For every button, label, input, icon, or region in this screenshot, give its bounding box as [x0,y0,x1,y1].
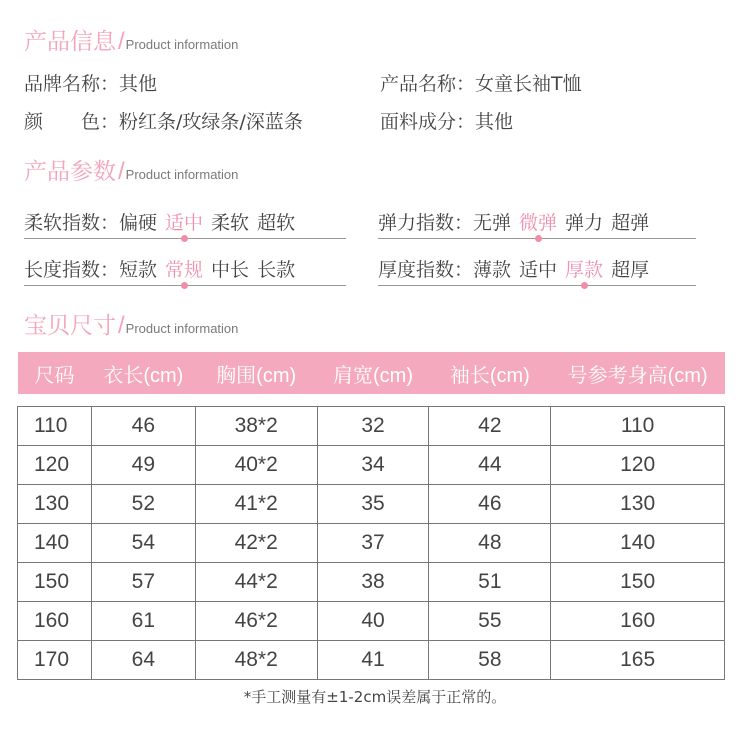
param-option: 超厚 [611,259,650,281]
table-header-cell: 肩宽(cm) [317,352,429,394]
param-option: 柔软 [211,212,250,234]
param-option: 常规 [165,259,204,281]
table-cell: 150 [551,563,725,602]
param-length [24,255,303,295]
param-label: 弹力指数： [378,212,474,234]
table-cell: 41 [317,641,429,680]
table-header-cell: 袖长(cm) [429,352,551,394]
section-slash: / [118,28,125,55]
table-row [18,524,725,563]
table-cell: 120 [551,446,725,485]
param-option: 长款 [257,259,296,281]
table-row [18,641,725,680]
param-option: 超软 [257,212,296,234]
table-cell: 160 [551,602,725,641]
table-row [18,563,725,602]
section-slash: / [118,158,125,185]
brand-label: 品牌名称： [24,73,120,95]
section-header-params [24,158,238,186]
table-cell: 38*2 [195,407,317,446]
table-row [18,407,725,446]
table-header-cell: 尺码 [18,352,92,394]
table-cell: 150 [18,563,92,602]
table-cell: 57 [91,563,195,602]
table-cell: 46*2 [195,602,317,641]
param-option: 薄款 [473,259,512,281]
param-indicator-dot [535,235,542,242]
section-title: 产品参数 [24,159,116,185]
product-name-row [380,69,582,96]
fabric-value: 其他 [475,111,514,133]
brand-value: 其他 [119,73,158,95]
param-options [119,259,303,281]
param-option: 超弹 [611,212,650,234]
table-cell: 58 [429,641,551,680]
table-cell: 32 [317,407,429,446]
section-subtitle: Product information [125,37,239,52]
table-cell: 61 [91,602,195,641]
table-cell: 37 [317,524,429,563]
table-cell: 52 [91,485,195,524]
color-row [24,107,303,134]
product-name-value: 女童长袖T恤 [475,73,582,95]
table-cell: 42*2 [195,524,317,563]
section-title: 宝贝尺寸 [24,313,116,339]
param-option: 偏硬 [119,212,158,234]
table-cell: 48*2 [195,641,317,680]
table-cell: 42 [429,407,551,446]
table-cell: 140 [551,524,725,563]
table-cell: 51 [429,563,551,602]
table-cell: 120 [18,446,92,485]
param-label: 长度指数： [24,259,120,281]
table-cell: 54 [91,524,195,563]
param-option: 厚款 [565,259,604,281]
table-cell: 64 [91,641,195,680]
table-cell: 46 [91,407,195,446]
table-header-cell: 号参考身高(cm) [551,352,725,394]
section-subtitle: Product information [125,167,239,182]
param-option: 弹力 [565,212,604,234]
table-row [18,485,725,524]
param-options [119,212,303,234]
section-subtitle: Product information [125,321,239,336]
section-slash: / [118,312,125,339]
param-option: 短款 [119,259,158,281]
table-cell: 140 [18,524,92,563]
table-cell: 34 [317,446,429,485]
table-cell: 46 [429,485,551,524]
table-cell: 44*2 [195,563,317,602]
table-cell: 38 [317,563,429,602]
table-cell: 110 [551,407,725,446]
table-cell: 49 [91,446,195,485]
fabric-label: 面料成分： [380,111,476,133]
param-softness [24,208,303,248]
table-cell: 40*2 [195,446,317,485]
table-spacer [18,394,725,407]
table-cell: 55 [429,602,551,641]
table-cell: 40 [317,602,429,641]
measurement-note: *手工测量有±1-2cm误差属于正常的。 [243,688,507,706]
param-thickness [378,255,657,295]
param-indicator-dot [181,282,188,289]
size-table [17,352,725,680]
table-cell: 130 [18,485,92,524]
table-header-cell: 衣长(cm) [91,352,195,394]
param-label: 柔软指数： [24,212,120,234]
table-cell: 48 [429,524,551,563]
param-option: 适中 [165,212,204,234]
section-title: 产品信息 [24,29,116,55]
param-options [473,212,657,234]
table-cell: 44 [429,446,551,485]
param-indicator-dot [581,282,588,289]
table-header-cell: 胸围(cm) [195,352,317,394]
param-option: 微弹 [519,212,558,234]
param-scale-line [378,285,696,286]
table-cell: 35 [317,485,429,524]
color-value: 粉红条/玫绿条/深蓝条 [119,111,303,133]
table-cell: 170 [18,641,92,680]
table-row [18,602,725,641]
table-row [18,446,725,485]
param-option: 适中 [519,259,558,281]
param-elasticity [378,208,657,248]
table-cell: 130 [551,485,725,524]
table-cell: 165 [551,641,725,680]
param-label: 厚度指数： [378,259,474,281]
color-label: 颜 色： [24,111,120,133]
table-header-row [18,352,725,394]
section-header-info [24,28,238,56]
section-header-size [24,312,238,340]
param-option: 中长 [211,259,250,281]
fabric-row [380,107,513,134]
param-indicator-dot [181,235,188,242]
table-cell: 41*2 [195,485,317,524]
table-cell: 160 [18,602,92,641]
param-option: 无弹 [473,212,512,234]
brand-row [24,69,157,96]
product-name-label: 产品名称： [380,73,476,95]
table-cell: 110 [18,407,92,446]
param-options [473,259,657,281]
